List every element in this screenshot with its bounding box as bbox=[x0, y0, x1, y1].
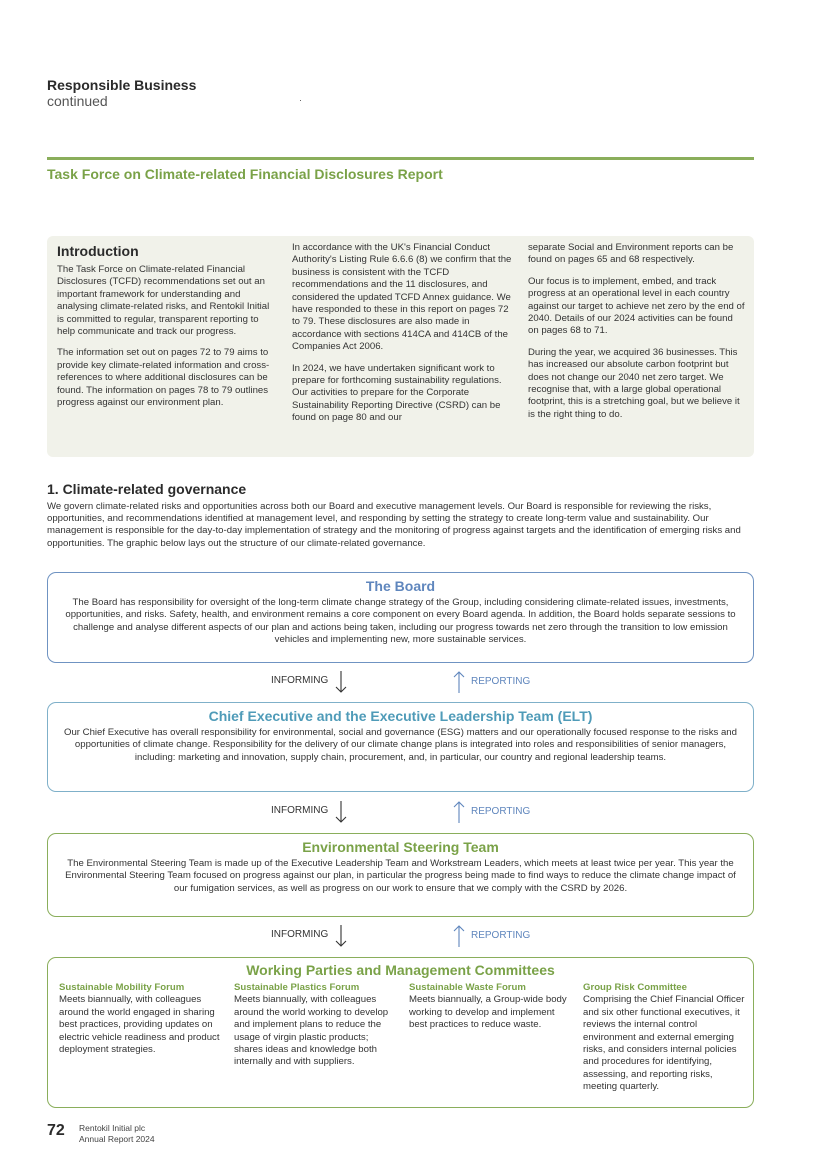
intro-paragraph: In 2024, we have undertaken significant work to prepare for forthcoming sustainability regulations. Our activities to prepare for the Corporate Sustainability Reporting Directive (CSRD) can be found on page 80 and our bbox=[292, 362, 502, 424]
elt-title: Chief Executive and the Executive Leadership Team (ELT) bbox=[208, 708, 593, 724]
working-parties-box bbox=[47, 957, 754, 1108]
forum-text: Meets biannually, a Group-wide body working to develop and implement best practices to reduce waste. bbox=[409, 994, 567, 1031]
elt-text: Our Chief Executive has overall responsibility for environmental, social and governance (ESG) matters and our operationally focused response to the risks and opportunities of climate change. Responsibility for the delivery of our climate change plans is integrated into roles and responsibilities of senior managers, including: marketing and innovation, supply chain, procurement, and, in particular, our country and regional leadership teams. bbox=[64, 727, 737, 763]
working-parties-title: Working Parties and Management Committees bbox=[246, 962, 555, 978]
footer-company bbox=[79, 1123, 155, 1145]
intro-paragraph: Our focus is to implement, embed, and track progress at an operational level in each country against our target to achieve net zero by the end of 2040. Details of our 2024 activities can be found on pages 68 to 71. bbox=[528, 275, 745, 337]
intro-heading: Introduction bbox=[57, 243, 139, 259]
informing-label: INFORMING bbox=[271, 929, 329, 940]
header-dot bbox=[300, 100, 301, 101]
arrow-down-icon bbox=[334, 800, 348, 824]
forum-name: Group Risk Committee bbox=[583, 982, 687, 993]
forum-sustainable-mobility bbox=[59, 982, 224, 1056]
flow-row-1 bbox=[47, 670, 754, 696]
arrow-down-icon bbox=[334, 924, 348, 948]
forum-sustainable-plastics bbox=[234, 982, 399, 1069]
informing-label: INFORMING bbox=[271, 805, 329, 816]
board-title: The Board bbox=[365, 578, 436, 594]
informing-label: INFORMING bbox=[271, 675, 329, 686]
board-text: The Board has responsibility for oversight of the long-term climate change strategy of the Group, including considering climate-related issues, investments, opportunities, and risks. Safety, health, and environment remains a core component on every Board agenda. In addition, the Board holds separate sessions to challenge and analyse different aspects of our plan and actions being taken, including our progress towards net zero through the transition to low emission vehicles and implementing new, more sustainable services. bbox=[65, 597, 736, 645]
reporting-label: REPORTING bbox=[471, 676, 531, 687]
forum-text: Meets biannually, with colleagues around the world engaged in sharing best practices, providing updates on electric vehicle readiness and product deployment strategies. bbox=[59, 994, 220, 1056]
intro-paragraph: separate Social and Environment reports can be found on pages 65 and 68 respectively. bbox=[528, 242, 734, 266]
intro-paragraph: The information set out on pages 72 to 79 aims to provide key climate-related information and cross-references to where additional disclosures can be found. The information on pages 78 to 79 outlines progress against our environment plan. bbox=[57, 347, 270, 409]
forum-text: Comprising the Chief Financial Officer and six other functional executives, it reviews the internal control environment and external emerging risks, and considers internal policies and procedures for identifying, assessing, and reporting risks, meeting quarterly. bbox=[583, 994, 745, 1093]
intro-box bbox=[47, 236, 754, 457]
intro-paragraph: In accordance with the UK's Financial Conduct Authority's Listing Rule 6.6.6 (8) we confirm that the business is consistent with the TCFD recommendations and the 11 disclosures, and considered the updated TCFD Annex guidance. We have responded to these in this report on pages 72 to 79. These disclosures are also made in accordance with sections 414CA and 414CB of the Companies Act 2006. bbox=[292, 242, 512, 353]
intro-column-1 bbox=[57, 242, 275, 418]
arrow-up-icon bbox=[452, 800, 466, 824]
board-box bbox=[47, 572, 754, 663]
est-title: Environmental Steering Team bbox=[302, 839, 499, 855]
forum-name: Sustainable Waste Forum bbox=[409, 982, 526, 993]
flow-row-3 bbox=[47, 924, 754, 950]
header-title: Responsible Business bbox=[47, 77, 197, 93]
page-number: 72 bbox=[47, 1122, 65, 1139]
arrow-up-icon bbox=[452, 924, 466, 948]
header-subtitle: continued bbox=[47, 93, 108, 109]
footer-report-name: Annual Report 2024 bbox=[79, 1134, 155, 1144]
elt-box bbox=[47, 702, 754, 792]
governance-body: We govern climate-related risks and opportunities across both our Board and executive management levels. Our Board is responsible for reviewing the risks, opportunities, and recommendations identified at management level, and responding by setting the strategy to create long-term value and sustainability. Our management is responsible for the day-to-day implementation of strategy and the monitoring of progress against targets and the identification of emerging risks and opportunities. The graphic below lays out the structure of our climate-related governance. bbox=[47, 501, 741, 549]
intro-paragraph: During the year, we acquired 36 businesses. This has increased our absolute carbon footprint but does not change our 2040 net zero target. We recognise that, with a large global operational footprint, this is a stretching goal, but we believe it is the right thing to do. bbox=[528, 346, 740, 420]
section-rule bbox=[47, 157, 754, 160]
forum-sustainable-waste bbox=[409, 982, 574, 1032]
reporting-label: REPORTING bbox=[471, 930, 531, 941]
section-title: Task Force on Climate-related Financial Disclosures Report bbox=[47, 166, 443, 182]
arrow-down-icon bbox=[334, 670, 348, 694]
intro-column-3 bbox=[528, 242, 746, 430]
footer-company-name: Rentokil Initial plc bbox=[79, 1123, 146, 1133]
forum-text: Meets biannually, with colleagues around the world working to develop and implement plans to reduce the usage of virgin plastic products; shares ideas and knowledge both internally and with suppliers. bbox=[234, 994, 389, 1068]
forum-name: Sustainable Plastics Forum bbox=[234, 982, 360, 993]
intro-column-2 bbox=[292, 242, 514, 434]
intro-paragraph: The Task Force on Climate-related Financial Disclosures (TCFD) recommendations set out an important framework for understanding and analysing climate-related risks, and Rentokil Initial is committed to regular, transparent reporting to help communicate and track our progress. bbox=[57, 264, 270, 338]
est-box bbox=[47, 833, 754, 917]
forum-name: Sustainable Mobility Forum bbox=[59, 982, 185, 993]
governance-title: 1. Climate-related governance bbox=[47, 481, 247, 497]
flow-row-2 bbox=[47, 800, 754, 826]
reporting-label: REPORTING bbox=[471, 806, 531, 817]
forum-group-risk-committee bbox=[583, 982, 749, 1094]
est-text: The Environmental Steering Team is made up of the Executive Leadership Team and Workstream Leaders, which meets at least twice per year. This year the Environmental Steering Team focused on progress against our plan, in particular the progress being made to find ways to reduce the climate change impact of our fumigation services, as well as progress on our work to ensure that we comply with the CSRD by 2026. bbox=[65, 858, 736, 894]
arrow-up-icon bbox=[452, 670, 466, 694]
